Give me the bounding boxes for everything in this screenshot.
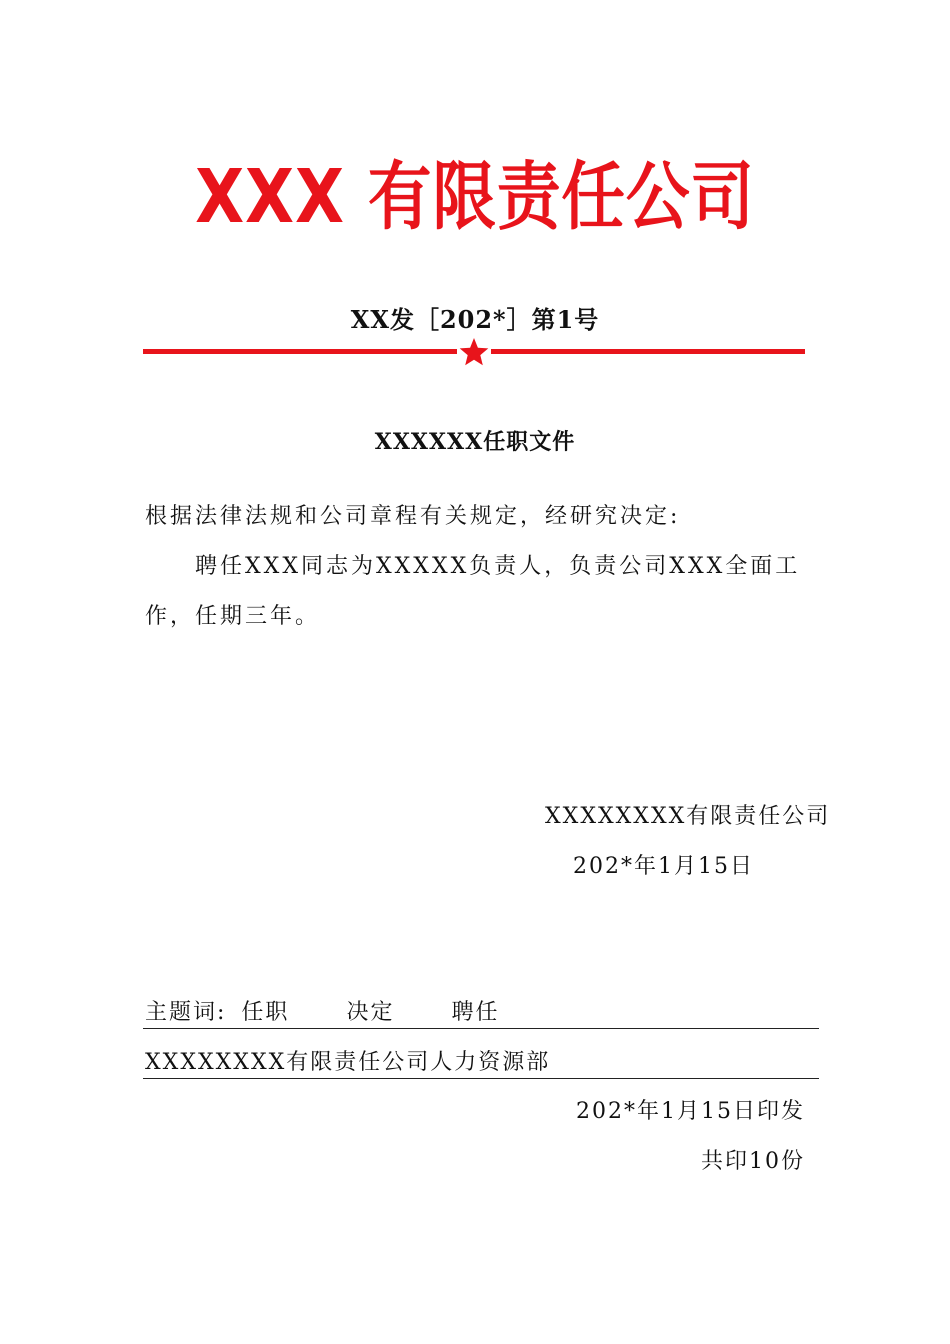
body-paragraph: 聘任XXX同志为XXXXX负责人，负责公司XXX全面工作，任期三年。: [145, 554, 801, 629]
red-divider-left-line: [143, 349, 457, 354]
footer-divider: [143, 1028, 819, 1029]
document-subject: XXXXXX任职文件: [374, 429, 576, 455]
issuer-name: XXXXXXXX有限责任公司: [545, 804, 831, 829]
keyword: 决定: [346, 1000, 395, 1025]
document-number: XX发［202*］第1号: [350, 305, 600, 334]
print-date: 202*年1月15日印发: [576, 1099, 805, 1124]
print-count: 共印10份: [701, 1149, 805, 1174]
red-divider: [143, 337, 805, 367]
body-paragraph: 根据法律法规和公司章程有关规定，经研究决定:: [145, 504, 681, 529]
footer-divider: [143, 1078, 819, 1079]
red-divider-right-line: [491, 349, 805, 354]
star-icon: [460, 338, 489, 365]
issue-date: 202*年1月15日: [573, 854, 754, 879]
issuing-department: XXXXXXXX有限责任公司人力资源部: [145, 1050, 551, 1075]
company-title: XXX 有限责任公司: [195, 154, 755, 240]
keyword: 聘任: [451, 1000, 500, 1025]
keywords-label: 主题词:: [145, 1000, 227, 1025]
keywords-line: [145, 995, 547, 1031]
keyword: 任职: [241, 1000, 290, 1025]
